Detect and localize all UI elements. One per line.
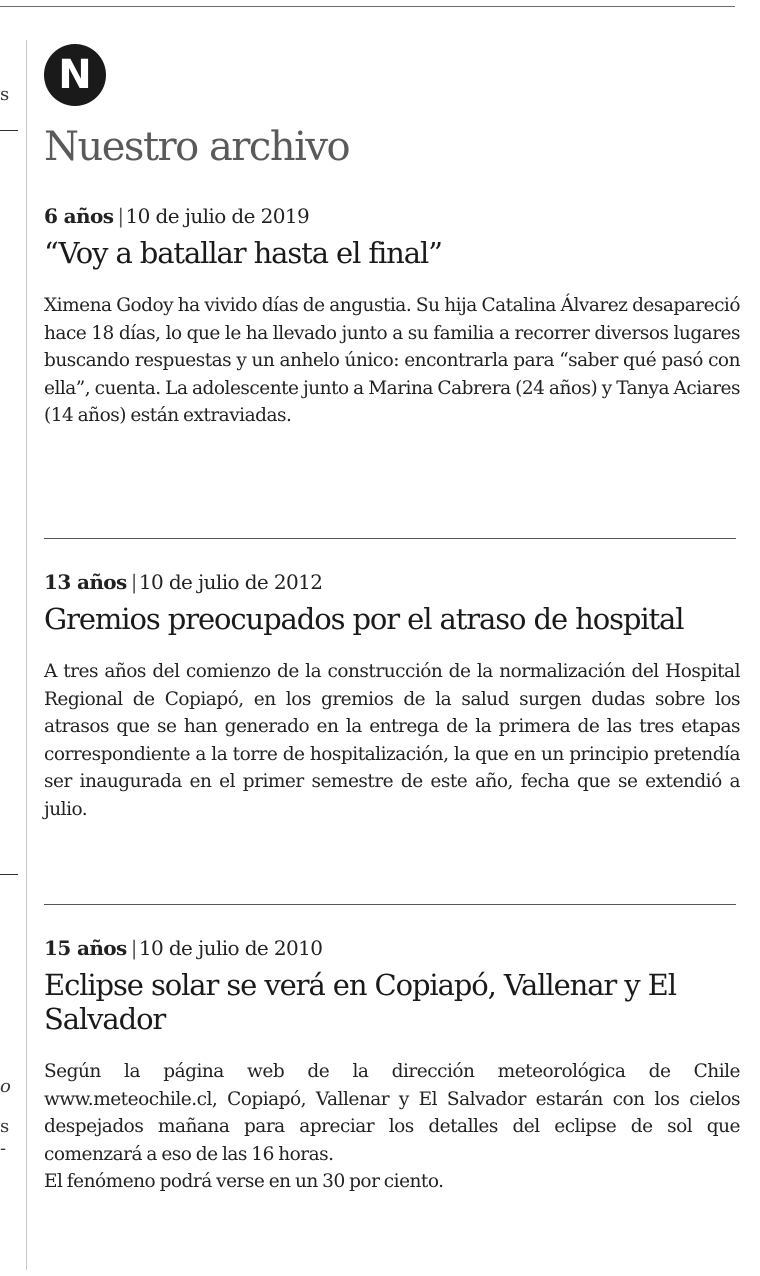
article-paragraph: El fenómeno podrá verse en un 30 por ciento. (44, 1171, 444, 1192)
article-body (44, 658, 740, 823)
article-headline: Gremios preocupados por el atraso de hospital (44, 602, 684, 636)
meta-separator: | (130, 936, 137, 960)
article-separator (44, 538, 736, 539)
article-paragraph: Ximena Godoy ha vivido días de angustia. Su hija Catalina Álvarez desapareció hace 18 días, lo que le ha llevado junto a su familia a recorrer diversos lugares buscando respuestas y un anhelo único: encontrarla para “saber qué pasó con ella”, cuenta. La adolescente junto a Marina Cabrera (24 años) y Tanya Aciares (14 años) están extraviadas. (44, 295, 740, 426)
section-title: Nuestro archivo (44, 124, 350, 170)
article-paragraph: A tres años del comienzo de la construcción de la normalización del Hospital Regional de Copiapó, en los gremios de la salud surgen dudas sobre los atrasos que se han generado en la entrega de la primera de las tres etapas correspondiente a la torre de hospitalización, la que en un principio pretendía ser inaugurada en el primer semestre de este año, fecha que se extendió a julio. (44, 661, 740, 820)
left-column-fragment: s (0, 1116, 10, 1137)
meta-separator: | (117, 204, 124, 228)
left-column-fragment: s (0, 84, 10, 105)
left-column-fragment-rule (0, 130, 18, 131)
archive-article (44, 204, 740, 430)
article-headline: Eclipse solar se verá en Copiapó, Vallenar y El Salvador (44, 968, 676, 1036)
article-headline: “Voy a batallar hasta el final” (44, 236, 442, 270)
column-divider (26, 40, 27, 1270)
article-body (44, 292, 740, 430)
left-column-fragment-rule (0, 874, 18, 875)
article-body (44, 1058, 740, 1196)
article-meta (44, 204, 740, 228)
article-date: 10 de julio de 2010 (138, 936, 323, 960)
article-date: 10 de julio de 2019 (125, 204, 310, 228)
article-date: 10 de julio de 2012 (138, 570, 323, 594)
top-rule (0, 6, 735, 7)
article-paragraph: Según la página web de la dirección meteorológica de Chile www.meteochile.cl, Copiapó, Vallenar y El Salvador estarán con los cielos despejados mañana para apreciar los detalles del eclipse de sol que comenzará a eso de las 16 horas. (44, 1061, 740, 1165)
article-years: 13 años (44, 570, 127, 594)
section-logo: N (44, 44, 106, 106)
article-meta (44, 936, 740, 960)
article-years: 6 años (44, 204, 114, 228)
article-meta (44, 570, 740, 594)
archive-article (44, 570, 740, 823)
article-years: 15 años (44, 936, 127, 960)
left-column-fragment: - (0, 1138, 7, 1159)
left-column-fragment: o (0, 1076, 11, 1097)
article-separator (44, 904, 736, 905)
archive-article (44, 936, 740, 1196)
meta-separator: | (130, 570, 137, 594)
